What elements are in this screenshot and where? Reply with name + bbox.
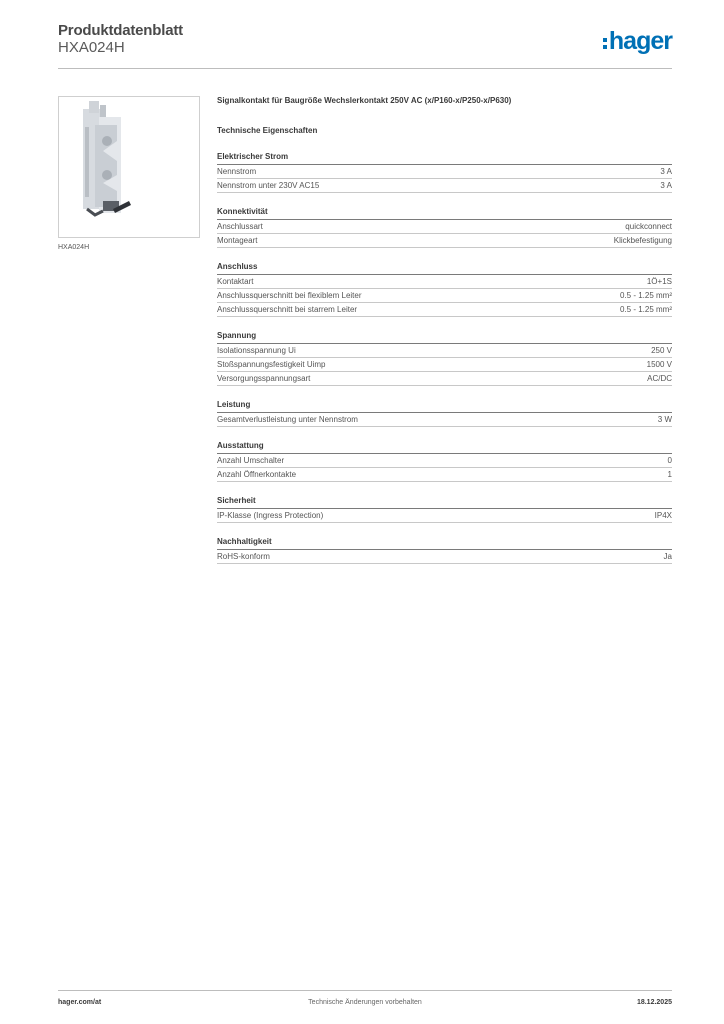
spec-row xyxy=(217,509,672,523)
spec-row xyxy=(217,413,672,427)
spec-row xyxy=(217,550,672,564)
spec-row xyxy=(217,179,672,193)
product-image-caption: HXA024H xyxy=(58,244,90,251)
spec-value: 3 W xyxy=(657,415,672,424)
spec-section xyxy=(217,262,672,317)
logo-wordmark: hager xyxy=(608,26,672,55)
spec-value: 1 xyxy=(667,470,672,479)
hager-logo xyxy=(603,26,672,56)
spec-label: Nennstrom xyxy=(217,167,257,176)
product-specifications xyxy=(217,96,672,564)
spec-label: Anschlussart xyxy=(217,222,263,231)
spec-label: RoHS-konform xyxy=(217,552,270,561)
spec-sections xyxy=(217,152,672,564)
spec-label: Nennstrom unter 230V AC15 xyxy=(217,181,320,190)
spec-section xyxy=(217,207,672,248)
footer-date: 18.12.2025 xyxy=(636,999,672,1006)
spec-section xyxy=(217,331,672,386)
section-heading: Konnektivität xyxy=(217,207,672,220)
spec-row xyxy=(217,303,672,317)
spec-row xyxy=(217,468,672,482)
footer-note: Technische Änderungen vorbehalten xyxy=(308,999,422,1006)
section-heading: Leistung xyxy=(217,400,672,413)
spec-row xyxy=(217,165,672,179)
spec-row xyxy=(217,344,672,358)
spec-label: Anschlussquerschnitt bei flexiblem Leiter xyxy=(217,291,362,300)
spec-section xyxy=(217,152,672,193)
spec-value: 1Ö+1S xyxy=(646,277,672,286)
section-heading: Sicherheit xyxy=(217,496,672,509)
spec-label: Isolationsspannung Ui xyxy=(217,346,296,355)
spec-section xyxy=(217,441,672,482)
technical-properties-heading: Technische Eigenschaften xyxy=(217,126,318,135)
spec-row xyxy=(217,454,672,468)
spec-value: Ja xyxy=(663,552,672,561)
page-header xyxy=(58,20,672,69)
section-heading: Ausstattung xyxy=(217,441,672,454)
spec-label: Stoßspannungsfestigkeit Uimp xyxy=(217,360,326,369)
spec-value: 0.5 - 1.25 mm² xyxy=(619,291,672,300)
section-heading: Anschluss xyxy=(217,262,672,275)
document-title: Produktdatenblatt xyxy=(58,22,183,39)
spec-label: Anschlussquerschnitt bei starrem Leiter xyxy=(217,305,358,314)
spec-row xyxy=(217,372,672,386)
spec-label: Gesamtverlustleistung unter Nennstrom xyxy=(217,415,358,424)
spec-value: 3 A xyxy=(660,167,672,176)
spec-label: Montageart xyxy=(217,236,258,245)
spec-value: quickconnect xyxy=(625,222,672,231)
spec-label: Kontaktart xyxy=(217,277,254,286)
spec-value: 3 A xyxy=(660,181,672,190)
spec-value: 1500 V xyxy=(646,360,672,369)
spec-value: 0 xyxy=(667,456,672,465)
spec-section xyxy=(217,400,672,427)
footer-website: hager.com/at xyxy=(58,999,102,1006)
spec-value: IP4X xyxy=(654,511,672,520)
section-heading: Spannung xyxy=(217,331,672,344)
page-footer xyxy=(58,990,672,1011)
spec-label: Anzahl Öffnerkontakte xyxy=(217,470,297,479)
spec-value: AC/DC xyxy=(647,374,672,383)
spec-row xyxy=(217,220,672,234)
logo-dots-icon xyxy=(603,38,607,49)
spec-row xyxy=(217,275,672,289)
spec-value: Klickbefestigung xyxy=(613,236,672,245)
section-heading: Elektrischer Strom xyxy=(217,152,672,165)
auxiliary-contact-device-image xyxy=(59,97,199,237)
spec-label: Versorgungsspannungsart xyxy=(217,374,311,383)
spec-value: 250 V xyxy=(651,346,672,355)
spec-section xyxy=(217,537,672,564)
spec-row xyxy=(217,289,672,303)
product-description: Signalkontakt für Baugröße Wechslerkontakt 250V AC (x/P160-x/P250-x/P630) xyxy=(217,96,512,105)
spec-label: IP-Klasse (Ingress Protection) xyxy=(217,511,324,520)
spec-value: 0.5 - 1.25 mm² xyxy=(619,305,672,314)
product-image xyxy=(58,96,200,238)
spec-label: Anzahl Umschalter xyxy=(217,456,285,465)
product-code: HXA024H xyxy=(58,39,125,56)
section-heading: Nachhaltigkeit xyxy=(217,537,672,550)
spec-section xyxy=(217,496,672,523)
spec-row xyxy=(217,358,672,372)
spec-row xyxy=(217,234,672,248)
